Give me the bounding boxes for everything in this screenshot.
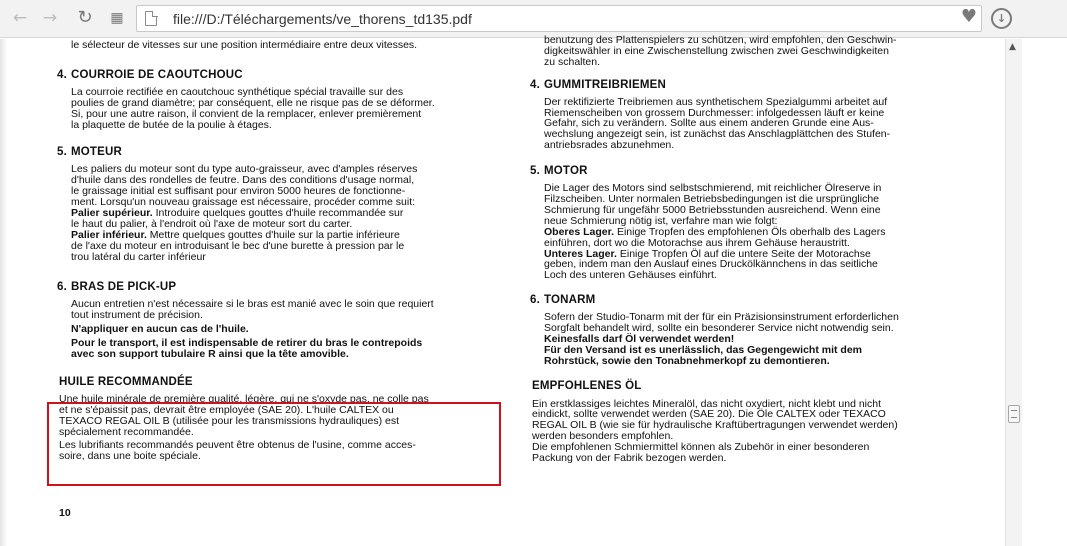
pdf-viewer [0, 34, 1067, 546]
scroll-up-arrow-icon[interactable]: ▲ [1009, 42, 1016, 52]
page-number: 10 [59, 507, 71, 519]
fr-section-6-heading: 6. BRAS DE PICK-UP [57, 280, 177, 293]
de-section-4-body: Der rektifizierte Treibriemen aus synthetischem Spezialgummi arbeitet auf Riemenscheiben von grossem Durchmesser: infolgedessen läuft er keine Gefahr, sich zu verändern. Sollte aus einem anderen Grunde eine Aus- wechslung angezeigt sein, ist zunächst das Anschlagplättchen des Stufen- antriebsrades abzunehmen. [544, 95, 891, 152]
column-french [57, 39, 489, 462]
heart-icon[interactable]: ♥ [960, 6, 977, 27]
scroll-thumb[interactable] [1008, 405, 1020, 423]
de-section-6-heading: 6. TONARM [530, 294, 596, 307]
fr-section-4-body: La courroie rectifiée en caoutchouc synthétique spécial travaille sur des poulies de grand diamètre; par conséquent, elle ne risque pas de se déformer. Si, pour une autre raison, il convient de la remplacer, enlever premièrement la plaquette de butée de la poulie à étages. [71, 85, 435, 131]
apps-grid-icon[interactable]: ▦ [110, 10, 124, 26]
de-oil-heading: EMPFOHLENES ÖL [532, 379, 642, 392]
fr-section-5-body: Les paliers du moteur sont du type auto-graisseur, avec d'amples réserves d'huile dans des rondelles de feutre. Dans des conditions d'usage normal, le graissage initial est suffisant pour environ 5000 heures de fonctionne- ment. Lorsqu'un nouveau graissage est nécessaire, procéder comme suit: Palier supérieur. Introduire quelques gouttes d'huile recommandée sur le haut du palier, à l'endroit où l'axe de moteur sort du carter. Palier inférieur. Mettre quelques gouttes d'huile sur la partie inférieure de l'axe du moteur en introduisant le bec d'une burette à pression par le trou latéral du carter inférieur [71, 163, 418, 263]
de-section-6-body: Sofern der Studio-Tonarm mit der für ein Präzisionsinstrument erforderlichen Sorgfalt behandelt wird, sollte ein besonderer Service nicht notwendig sein. Keinesfalls darf Öl verwendet werden! Für den Versand ist es unerlässlich, das Gegengewicht mit dem Rohrstück, sowie den Tonabnehmerkopf zu demontieren. [544, 311, 899, 367]
address-bar[interactable] [136, 5, 982, 32]
de-section-5-heading: 5. MOTOR [530, 165, 588, 178]
address-url[interactable]: file:///D:/Téléchargements/ve_thorens_td135.pdf [173, 11, 472, 27]
de-section-5-body: Die Lager des Motors sind selbstschmierend, mit reichlicher Ölreserve in Filzscheiben. Unter normalen Betriebsbedingungen ist die ursprüngliche Schmierung für ungefähr 5000 Betriebsstunden ausreichend. Wenn eine neue Schmierung nötig ist, verfahre man wie folgt: Oberes Lager. Einige Tropfen des empfohlenen Öls oberhalb des Lagers einführen, dort wo die Motorachse aus ihrem Gehäuse heraustritt. Unteres Lager. Einige Tropfen Öl auf die untere Seite der Motorachse geben, indem man den Auslauf eines Druckölkännchens in das seitliche Loch des unteren Gehäuses einführt. [544, 182, 886, 282]
highlight-box [47, 402, 501, 486]
de-top-lines: benutzung des Plattenspielers zu schützen, wird empfohlen, den Geschwin- digkeitswähler in eine Zwischenstellung zwischen zwei Geschwindigkeiten zu schalten. [544, 34, 897, 68]
fr-section-4-heading: 4. COURROIE DE CAOUTCHOUC [57, 68, 243, 81]
vertical-scrollbar[interactable] [1005, 39, 1022, 546]
fr-section-6-body: Aucun entretien n'est nécessaire si le bras est manié avec le soin que requiert tout instrument de précision. N'appliquer en aucun cas de l'huile. Pour le transport, il est indispensable de retirer du bras le contrepoids avec son support tubulaire R ainsi que la tête amovible. [71, 298, 434, 361]
page-icon [145, 11, 157, 26]
right-gutter [1023, 39, 1067, 546]
fr-oil-heading: HUILE RECOMMANDÉE [59, 375, 193, 388]
back-arrow-icon[interactable]: ← [12, 8, 28, 28]
reload-icon[interactable]: ↻ [77, 7, 93, 28]
download-icon[interactable]: ↓ [991, 8, 1012, 29]
browser-toolbar [0, 0, 1067, 38]
de-section-4-heading: 4. GUMMITREIBRIEMEN [530, 78, 667, 91]
fr-top-line: le sélecteur de vitesses sur une position intermédiaire entre deux vitesses. [71, 39, 418, 51]
fr-section-5-heading: 5. MOTEUR [57, 146, 123, 159]
page-edge-shadow [0, 39, 7, 546]
fr-oil-body: Une huile minérale de première qualité, légère, qui ne s'oxyde pas, ne colle pas et ne s'épaissit pas, devrait être employée (SAE 20). L'huile CALTEX ou TEXACO REGAL OIL B (utilisée pour les transmissions hydrauliques) est spécialement recommandée. Les lubrifiants recommandés peuvent être obtenus de l'usine, comme acces- soire, dans une boite spéciale. [59, 392, 429, 463]
de-oil-body: Ein erstklassiges leichtes Mineralöl, das nicht oxydiert, nicht klebt und nicht eindickt, sollte verwendet werden (SAE 20). Die Öle CALTEX oder TEXACO REGAL OIL B (wie sie für hydraulische Kraftübertragungen verwendet werden) werden besonders empfohlen. Die empfohlenen Schmiermittel können als Zubehör in einer besonderen Packung von der Fabrik bezogen werden. [532, 397, 898, 465]
column-german [530, 34, 962, 465]
forward-arrow-icon[interactable]: → [42, 8, 58, 28]
